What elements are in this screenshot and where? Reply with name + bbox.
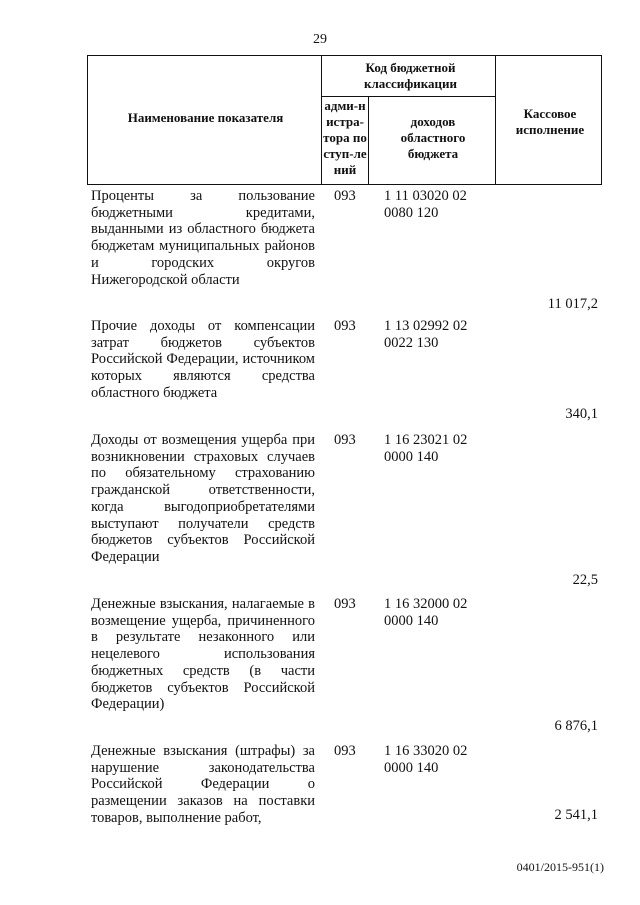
row-admin-code: 093 <box>334 318 356 334</box>
header-code-group: Код бюджетной классификации <box>363 60 458 91</box>
header-admin-col: адми-нистра-тора поступ-лений <box>323 98 367 177</box>
row-name: Доходы от возмещения ущерба при возникновении страховых случаев по обязательному страхованию гражданской ответственности, когда выгодоприобретателями выступают получатели средств бюджетов субъектов Российской Федерации <box>91 432 315 565</box>
row-admin-code: 093 <box>334 596 356 612</box>
header-name-col: Наименование показателя <box>127 110 284 125</box>
document-code: 0401/2015-951(1) <box>516 860 604 874</box>
row-amount: 11 017,2 <box>547 296 598 312</box>
row-amount: 6 876,1 <box>554 718 598 734</box>
header-cash-col: Кассовое исполнение <box>515 106 585 137</box>
row-name: Прочие доходы от компенсации затрат бюджетов субъектов Российской Федерации, источником которых являются средства областного бюджета <box>91 318 315 401</box>
row-budget-code: 1 16 23021 02 0000 140 <box>384 432 468 465</box>
header-income-col: доходов областного бюджета <box>400 114 466 161</box>
header-divider <box>495 56 496 184</box>
row-admin-code: 093 <box>334 743 356 759</box>
row-budget-code: 1 13 02992 02 0022 130 <box>384 318 468 351</box>
table-header <box>87 55 602 185</box>
row-admin-code: 093 <box>334 188 356 204</box>
row-amount: 22,5 <box>572 572 598 588</box>
row-budget-code: 1 16 33020 02 0000 140 <box>384 743 468 776</box>
row-name: Проценты за пользование бюджетными кредитами, выданными из областного бюджета бюджетам муниципальных районов и городских округов Нижегородской области <box>91 188 315 288</box>
page-number: 29 <box>313 32 327 47</box>
row-amount: 2 541,1 <box>554 807 598 823</box>
row-admin-code: 093 <box>334 432 356 448</box>
header-divider <box>321 96 495 97</box>
row-budget-code: 1 16 32000 02 0000 140 <box>384 596 468 629</box>
row-name: Денежные взыскания, налагаемые в возмещение ущерба, причиненного в результате незаконного или нецелевого использования бюджетных средств (в части бюджетов субъектов Российской Федерации) <box>91 596 315 713</box>
row-amount: 340,1 <box>565 406 598 422</box>
row-budget-code: 1 11 03020 02 0080 120 <box>384 188 467 221</box>
header-divider <box>321 56 322 184</box>
header-divider <box>368 96 369 184</box>
row-name: Денежные взыскания (штрафы) за нарушение законодательства Российской Федерации о размещении заказов на поставки товаров, выполнение работ, <box>91 743 315 826</box>
